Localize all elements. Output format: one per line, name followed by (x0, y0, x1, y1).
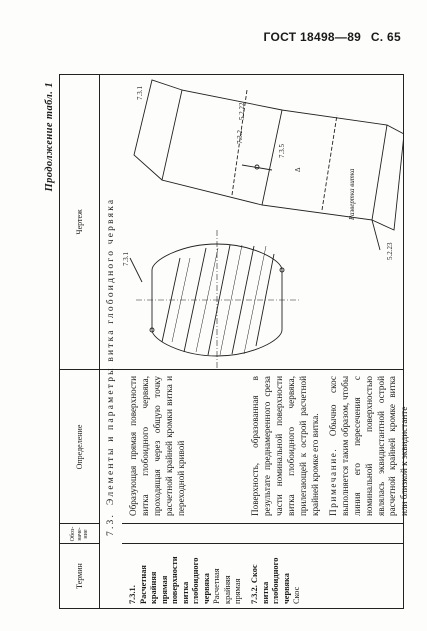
header-drawing: Чертеж (74, 209, 84, 235)
svg-text:7.3.2: 7.3.2 (236, 130, 244, 144)
thread-development-figure (134, 80, 404, 250)
worm-drawing-svg (122, 74, 404, 370)
section-text: Элементы и параметры витка глобоидного червяка (106, 197, 116, 505)
continuation-caption: Продолжение табл. 1 (44, 82, 55, 192)
definition-7-3-1: Образующая прямая поверхности витка глобоидного червяка, проходящая через общую точку расчетной крайней кромки витка и переходной кривой (128, 376, 186, 516)
definition-7-3-2: Поверхность, образованная в результате преднамеренного среза части номинальной поверхности витка глобоидного червяка, прилегающей к острой расчетной крайней кромке его витка. Примечание. Обычно скос выполняется таким образом, чтобы линия его пересечения с номинальной поверхностью являлась эквидистантной острой расчетной крайней кромке витка или близкой к эквидистанте (250, 375, 410, 516)
col-divider (122, 523, 403, 524)
worm-thread-figure (130, 230, 300, 368)
terms-table (59, 74, 410, 609)
svg-text:5.2.23: 5.2.23 (386, 242, 394, 260)
worm-drawing (122, 74, 404, 370)
svg-text:Развертка витка: Развертка витка (348, 168, 356, 220)
section-title (100, 75, 122, 544)
standard-number: ГОСТ 18498—89 (263, 30, 362, 44)
rotated-table-block (44, 74, 410, 609)
header-definition: Определение (74, 424, 84, 470)
page-number: С. 65 (370, 30, 401, 44)
svg-text:7.3.1: 7.3.1 (136, 86, 144, 100)
header-term: Термин (74, 563, 84, 589)
svg-text:7.3.1: 7.3.1 (122, 252, 130, 266)
term-7-3-2: 7.3.2. Скос витка глобоидного червяка Скос (250, 557, 301, 604)
note-text: Обычно скос выполняется таким образом, чтобы линия его пересечения с номинальной поверхностью являлась эквидистантной острой расчетной крайней кромке витка или близкой к эквидистанте (327, 375, 410, 516)
svg-text:5.2.22: 5.2.22 (238, 102, 246, 120)
section-number: 7.3. (106, 512, 116, 536)
note-label: Примечание. (327, 447, 338, 516)
term-7-3-1: 7.3.1. Расчетная крайняя прямая поверхности витка глобоидного червяка Расчетная крайняя прямая (128, 556, 242, 604)
col-divider (122, 543, 403, 544)
svg-text:Δ: Δ (294, 167, 302, 172)
page-header (258, 30, 401, 44)
svg-text:7.3.5: 7.3.5 (278, 144, 286, 158)
header-designation: Обоз- наче- ние (70, 526, 90, 542)
